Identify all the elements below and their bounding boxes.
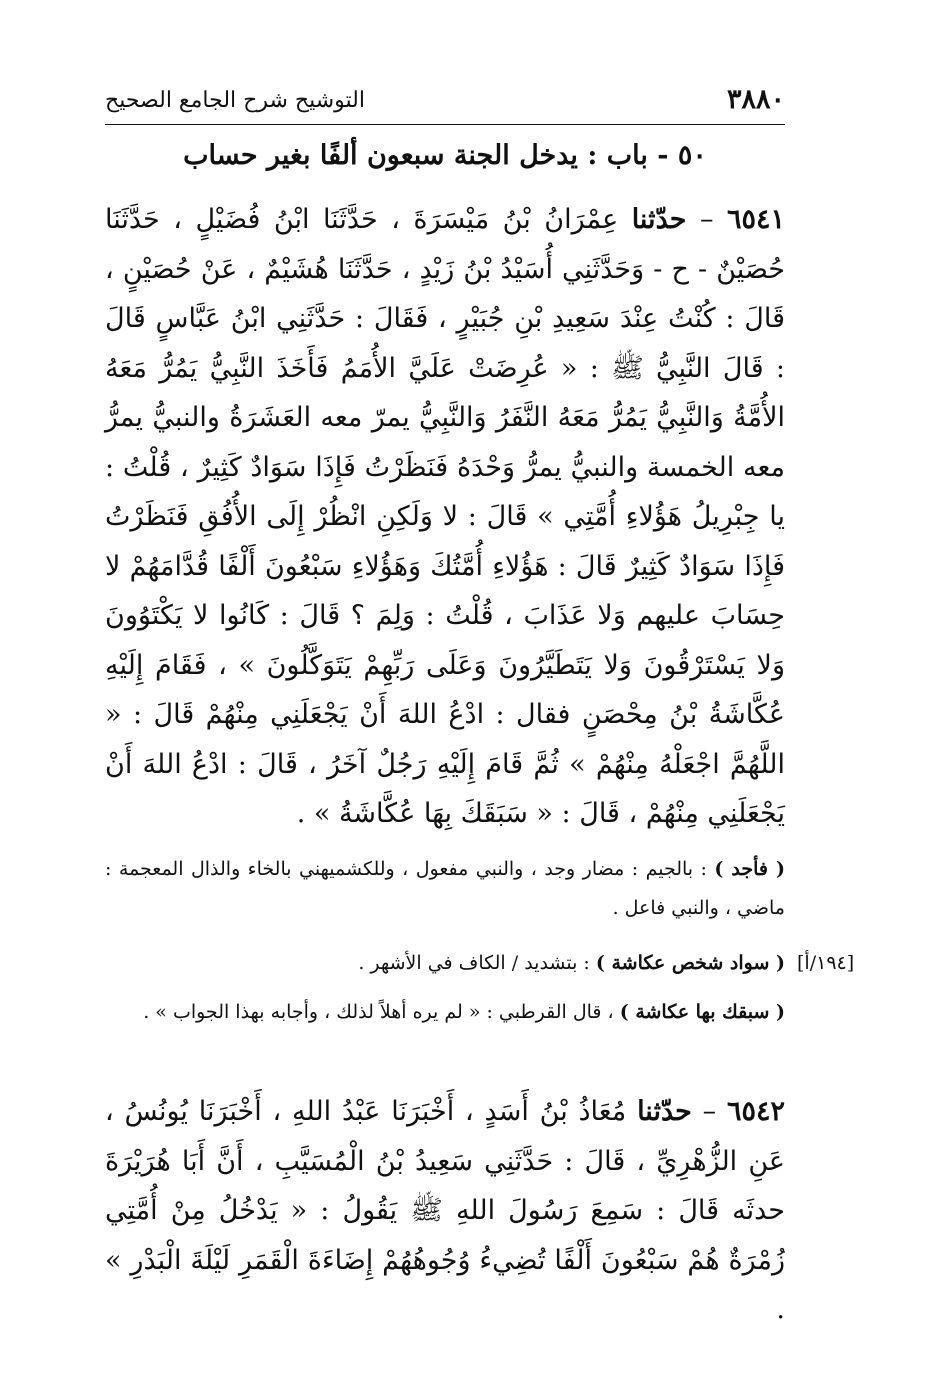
manuscript-folio-reference: [١٩٤/أ] bbox=[797, 952, 855, 974]
hadith-dash: – bbox=[691, 1096, 717, 1127]
page-header bbox=[105, 84, 785, 118]
commentary-text: ، قال القرطبي : « لم يره أهلاً لذلك ، وأجابه بهذا الجواب » . bbox=[143, 1001, 620, 1023]
commentary-fa-ajad bbox=[105, 850, 785, 928]
commentary-text: : بالجيم : مضار وجد ، والنبي مفعول ، وللكشميهني بالخاء والذال المعجمة : ماضي ، والنبي فاعل . bbox=[105, 858, 785, 919]
hadith-text: عِمْرَانُ بْنُ مَيْسَرَةَ ، حَدَّثَنَا ابْنُ فُضَيْلٍ ، حَدَّثَنَا حُصَيْنٌ - ح - وَحَدَّثَنِي أُسَيْدُ بْنُ زَيْدٍ ، حَدَّثَنَا هُشَيْمٌ ، عَنْ حُصَيْنٍ ، قَالَ : كُنْتُ عِنْدَ سَعِيدِ بْنِ جُبَيْرٍ ، فَقَالَ : حَدَّثَنِي ابْنُ عَبَّاسٍ قَالَ : قَالَ النَّبِيُّ ﷺ : « عُرِضَتْ عَلَيَّ الأُمَمُ فَأَخَذَ النَّبِيُّ يَمُرُّ مَعَهُ الأُمَّةُ وَالنَّبِيُّ يَمُرُّ مَعَهُ النَّفَرُ وَالنَّبِيُّ يمرّ معه العَشَرَةُ والنبيُّ يمرُّ معه الخمسة والنبيُّ يمرُّ وَحْدَهُ فَنَظَرْتُ فَإِذَا سَوَادٌ كَثِيرٌ ، قُلْتُ : يا جِبْرِيلُ هَؤُلاءِ أُمَّتِي » قَالَ : لا وَلَكِنِ انْظُرْ إِلَى الأُفُقِ فَنَظَرْتُ فَإِذَا سَوَادٌ كَثِيرٌ قَالَ : هَؤُلاءِ أُمَّتُكَ وَهَؤُلاءِ سَبْعُونَ أَلْفًا قُدَّامَهُمْ لا حِسَابَ عليهم وَلا عَذَابَ ، قُلْتُ : وَلِمَ ؟ قَالَ : كَانُوا لا يَكْتَوُونَ وَلا يَسْتَرْقُونَ وَلا يَتَطَيَّرُونَ وَعَلَى رَبِّهِمْ يَتَوَكَّلُونَ » ، فَقَامَ إِلَيْهِ عُكَّاشَةُ بْنُ مِحْصَنٍ فقال : ادْعُ اللهَ أَنْ يَجْعَلَنِي مِنْهُمْ قَالَ : « اللَّهُمَّ اجْعَلْهُ مِنْهُمْ » ثُمَّ قَامَ إِلَيْهِ رَجُلٌ آخَرُ ، قَالَ : ادْعُ اللهَ أَنْ يَجْعَلَنِي مِنْهُمْ ، قَالَ : « سَبَقَكَ بِهَا عُكَّاشَةُ » . bbox=[105, 204, 785, 829]
running-title: التوشيح شرح الجامع الصحيح bbox=[105, 88, 365, 113]
hadith-6541 bbox=[105, 195, 785, 839]
commentary-term: ( فأجد ) bbox=[714, 858, 785, 880]
hadith-lead: حدّثنا bbox=[631, 204, 687, 235]
hadith-dash: – bbox=[686, 204, 714, 235]
page-number: ٣٨٨٠ bbox=[726, 84, 785, 115]
commentary-sabaqaka bbox=[105, 993, 785, 1032]
commentary-term: ( سبقك بها عكاشة ) bbox=[619, 1001, 785, 1023]
commentary-text: : بتشديد / الكاف في الأشهر . bbox=[358, 952, 596, 974]
chapter-title: ٥٠ - باب : يدخل الجنة سبعون ألفًا بغير حساب bbox=[183, 140, 707, 171]
hadith-6542 bbox=[105, 1087, 785, 1335]
commentary-term: ( سواد شخص عكاشة ) bbox=[595, 952, 785, 974]
hadith-lead: حدّثنا bbox=[637, 1096, 692, 1127]
commentary-sawad bbox=[105, 944, 785, 983]
hadith-text: مُعَاذُ بْنُ أَسَدٍ ، أَخْبَرَنَا عَبْدُ اللهِ ، أَخْبَرَنَا يُونُسُ ، عَنِ الزُّهْرِيِّ ، قَالَ : حَدَّثَنِي سَعِيدُ بْنُ الْمُسَيَّبِ ، أَنَّ أَبَا هُرَيْرَةَ حدثَه قَالَ : سَمِعَ رَسُولَ اللهِ ﷺ يَقُولُ : « يَدْخُلُ مِنْ أُمَّتِي زُمْرَةٌ هُمْ سَبْعُونَ أَلْفًا تُضِيءُ وُجُوهُهُمْ إِضَاءَةَ الْقَمَرِ لَيْلَةَ الْبَدْرِ » . bbox=[105, 1096, 785, 1325]
header-divider bbox=[105, 124, 785, 125]
hadith-number: ٦٥٤٢ bbox=[726, 1096, 785, 1127]
hadith-number: ٦٥٤١ bbox=[726, 204, 785, 235]
